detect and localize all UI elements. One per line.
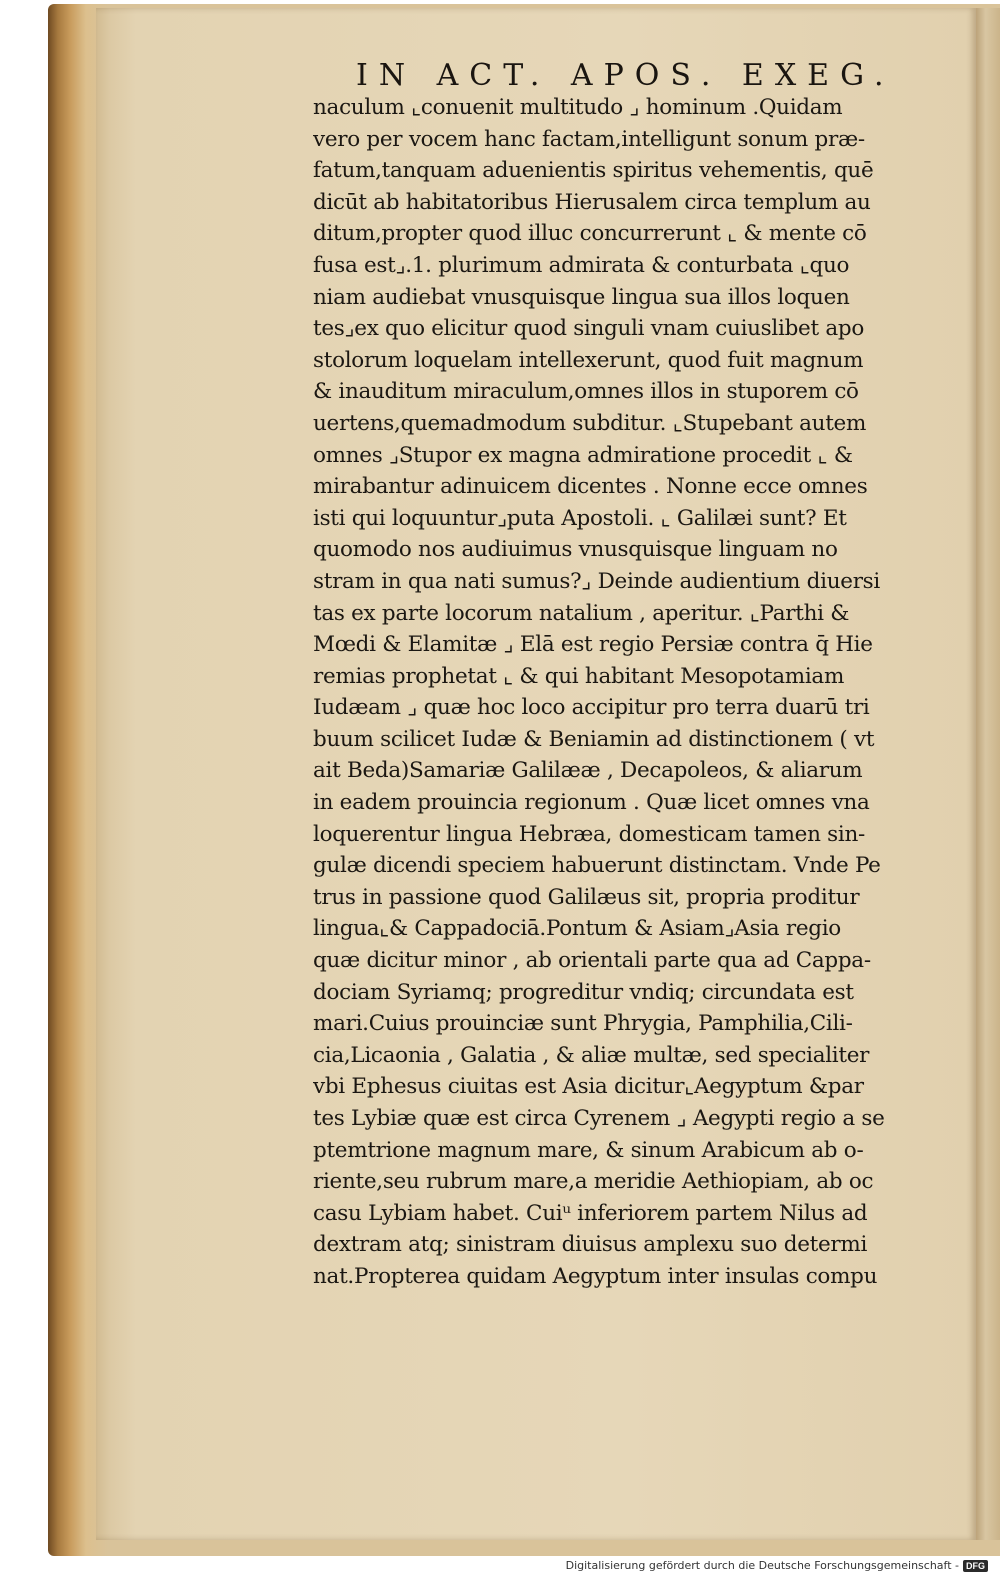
text-line: omnes ⌟Stupor ex magna admiratione procedit ⌞ & xyxy=(313,442,853,468)
text-line: stolorum loquelam intellexerunt, quod fuit magnum xyxy=(313,347,864,373)
text-line: casu Lybiam habet. Cuiᵘ inferiorem partem Nilus ad xyxy=(313,1200,868,1226)
running-head: IN ACT. APOS. EXEG. xyxy=(356,58,895,93)
text-line: naculum ⌞conuenit multitudo ⌟ hominum .Quidam xyxy=(313,95,843,120)
text-line: mirabantur adinuicem dicentes . Nonne ecce omnes xyxy=(313,474,868,500)
text-line: niam audiebat vnusquisque lingua sua illos loquen xyxy=(313,284,850,310)
dfg-logo: DFG xyxy=(963,1560,988,1572)
text-line: fatum,tanquam aduenientis spiritus vehementis, quē xyxy=(313,158,874,184)
page-edge xyxy=(976,8,1000,1540)
text-line: remias prophetat ⌞ & qui habitant Mesopotamiam xyxy=(313,663,845,689)
text-line: buum scilicet Iudæ & Beniamin ad distinctionem ( vt xyxy=(313,726,875,752)
text-line: ptemtrione magnum mare, & sinum Arabicum ab o- xyxy=(313,1137,864,1163)
text-line: trus in passione quod Galilæus sit, propria proditur xyxy=(313,884,860,910)
text-line: loquerentur lingua Hebræa, domesticam tamen sin- xyxy=(313,821,865,847)
text-line: isti qui loquuntur⌟puta Apostoli. ⌞ Galilæi sunt? Et xyxy=(313,505,847,531)
text-line: tas ex parte locorum natalium , aperitur. ⌞Parthi & xyxy=(313,600,850,626)
text-line: dociam Syriamq; progreditur vndiq; circundata est xyxy=(313,979,854,1005)
text-line: & inauditum miraculum,omnes illos in stuporem cō xyxy=(313,379,859,405)
text-line: lingua⌞& Cappadociā.Pontum & Asiam⌟Asia regio xyxy=(313,916,841,942)
text-line: riente,seu rubrum mare,a meridie Aethiopiam, ab oc xyxy=(313,1169,874,1195)
text-line: Iudæam ⌟ quæ hoc loco accipitur pro terra duarū tri xyxy=(313,695,870,721)
text-line: in eadem prouincia regionum . Quæ licet omnes vna xyxy=(313,790,870,816)
text-line: vbi Ephesus ciuitas est Asia dicitur⌞Aegyptum &par xyxy=(313,1074,864,1100)
text-line: ait Beda)Samariæ Galilææ , Decapoleos, & aliarum xyxy=(313,758,863,784)
text-line: stram in qua nati sumus?⌟ Deinde audientium diuersi xyxy=(313,568,880,594)
text-line: uertens,quemadmodum subditur. ⌞Stupebant autem xyxy=(313,410,867,436)
text-line: tes Lybiæ quæ est circa Cyrenem ⌟ Aegypti regio a se xyxy=(313,1106,885,1131)
footer xyxy=(566,1559,988,1572)
text-line: Mœdi & Elamitæ ⌟ Elā est regio Persiæ contra q̄ Hie xyxy=(313,632,873,658)
text-line: cia,Licaonia , Galatia , & aliæ multæ, sed specialiter xyxy=(313,1042,870,1068)
text-line: gulæ dicendi speciem habuerunt distinctam. Vnde Pe xyxy=(313,853,881,879)
text-line: tes⌟ex quo elicitur quod singuli vnam cuiuslibet apo xyxy=(313,316,864,342)
text-line: mari.Cuius prouinciæ sunt Phrygia, Pamphilia,Cili- xyxy=(313,1011,853,1037)
footer-credit: Digitalisierung gefördert durch die Deutsche Forschungsgemeinschaft - xyxy=(565,1559,959,1572)
text-line: dicūt ab habitatoribus Hierusalem circa templum au xyxy=(313,189,871,215)
text-line: fusa est⌟.1. plurimum admirata & conturbata ⌞quo xyxy=(313,252,850,278)
text-line: ditum,propter quod illuc concurrerunt ⌞ & mente cō xyxy=(313,221,867,247)
text-line: vero per vocem hanc factam,intelligunt sonum præ- xyxy=(313,126,865,152)
text-block xyxy=(313,92,969,1293)
text-line: quomodo nos audiuimus vnusquisque linguam no xyxy=(313,537,838,563)
text-line: quæ dicitur minor , ab orientali parte qua ad Cappa- xyxy=(313,948,871,974)
text-line: nat.Propterea quidam Aegyptum inter insulas compu xyxy=(313,1263,878,1289)
text-line: dextram atq; sinistram diuisus amplexu suo determi xyxy=(313,1232,868,1258)
